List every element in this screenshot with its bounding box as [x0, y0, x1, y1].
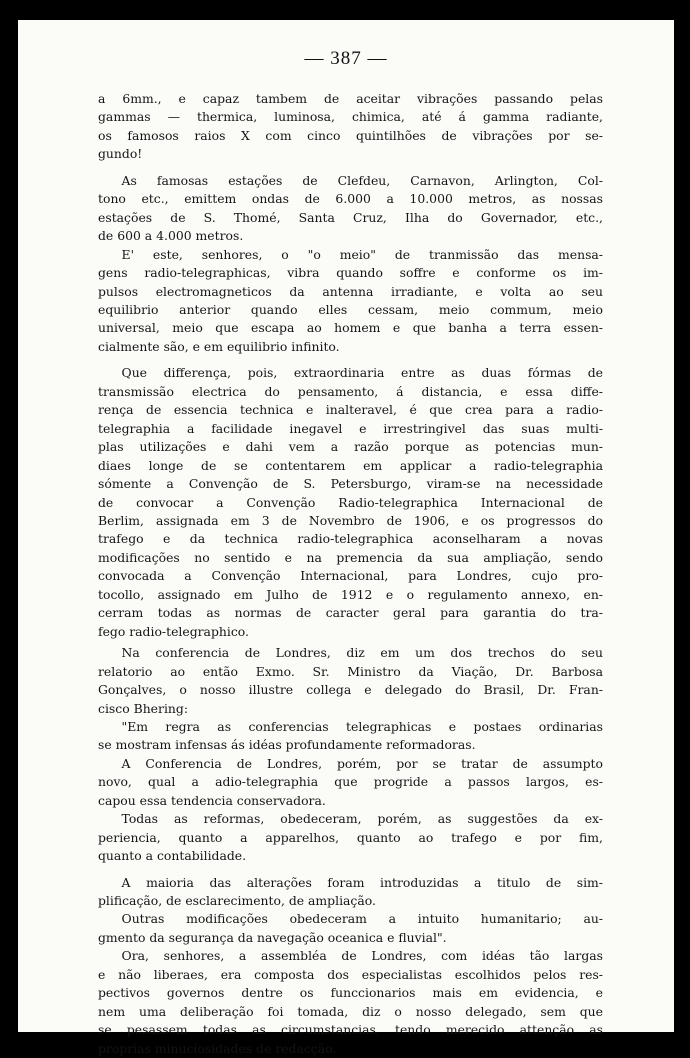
- text-line: relatorio ao então Exmo. Sr. Ministro da Viação, Dr. Barbosa: [98, 663, 603, 679]
- text-line: pectivos governos dentre os funccionarios mais em evidencia, e: [98, 985, 603, 1001]
- text-line: Todas as reformas, obedeceram, porém, as suggestões da ex-: [121, 811, 603, 827]
- text-line: proprias minuciosidades de redacção.: [98, 1040, 337, 1056]
- text-line: os famosos raios X com cinco quintilhões de vibrações por se-: [98, 127, 603, 143]
- book-page: [18, 20, 674, 1056]
- text-line: pulsos electromagneticos da antenna irradiante, e volta ao seu: [98, 283, 603, 299]
- text-line: modificações no sentido e na premencia da sua ampliação, sendo: [98, 549, 603, 565]
- text-line: transmissão electrica do pensamento, á distancia, e essa diffe-: [98, 383, 603, 399]
- text-line: cerram todas as normas de caracter geral para garantia do tra-: [98, 605, 603, 621]
- text-line: trafego e da technica radio-telegraphica aconselharam a novas: [98, 531, 603, 547]
- text-line: de 600 a 4.000 metros.: [98, 228, 244, 244]
- text-line: plas utilizações e dahi vem a razão porque as potencias mun-: [98, 439, 603, 455]
- text-line: rença de essencia technica e inalteravel, é que crea para a radio-: [98, 402, 603, 418]
- text-line: quanto a contabilidade.: [98, 848, 247, 864]
- text-line: A maioria das alterações foram introduzidas a titulo de sim-: [121, 874, 603, 890]
- text-line: tono etc., emittem ondas de 6.000 a 10.000 metros, as nossas: [98, 191, 603, 207]
- text-line: E' este, senhores, o "o meio" de tranmissão das mensa-: [121, 246, 603, 262]
- text-line: e não liberaes, era composta dos especialistas escolhidos pelos res-: [98, 966, 603, 982]
- text-line: gens radio-telegraphicas, vibra quando soffre e conforme os im-: [98, 265, 603, 281]
- text-line: A Conferencia de Londres, porém, por se tratar de assumpto: [121, 755, 603, 771]
- text-line: universal, meio que escapa ao homem e que banha a terra essen-: [98, 320, 603, 336]
- text-line: Berlim, assignada em 3 de Novembro de 1906, e os progressos do: [98, 512, 603, 528]
- text-line: telegraphia a facilidade inegavel e irrestringivel das suas multi-: [98, 420, 603, 436]
- text-line: estações de S. Thomé, Santa Cruz, Ilha do Governador, etc.,: [98, 209, 603, 225]
- text-line: cialmente são, e em equilibrio infinito.: [98, 338, 340, 354]
- text-line: gundo!: [98, 146, 143, 162]
- body-text: [98, 90, 603, 1058]
- text-line: convocada a Convenção Internacional, para Londres, cujo pro-: [98, 568, 603, 584]
- page-number: — 387 —: [304, 48, 388, 69]
- text-line: diaes longe de se contentarem em applicar a radio-telegraphia: [98, 457, 603, 473]
- text-line: capou essa tendencia conservadora.: [98, 792, 326, 808]
- text-line: de convocar a Convenção Radio-telegraphica Internacional de: [98, 494, 603, 510]
- text-line: a 6mm., e capaz tambem de aceitar vibrações passando pelas: [98, 91, 603, 106]
- text-line: fego radio-telegraphico.: [98, 623, 249, 639]
- text-line: Na conferencia de Londres, diz em um dos trechos do seu: [121, 645, 603, 661]
- text-line: Que differença, pois, extraordinaria entre as duas fórmas de: [121, 365, 603, 381]
- text-line: gammas — thermica, luminosa, chimica, até á gamma radiante,: [98, 109, 603, 125]
- text-line: "Em regra as conferencias telegraphicas e postaes ordinarias: [121, 718, 603, 734]
- text-line: As famosas estações de Clefdeu, Carnavon, Arlington, Col-: [121, 172, 603, 188]
- text-line: plificação, de esclarecimento, de ampliação.: [98, 893, 376, 909]
- text-line: Ora, senhores, a assembléa de Londres, com idéas tão largas: [121, 948, 603, 964]
- text-line: novo, qual a adio-telegraphia que progride a passos largos, es-: [98, 774, 603, 790]
- text-line: Outras modificações obedeceram a intuito humanitario; au-: [121, 911, 603, 927]
- text-line: se mostram infensas ás idéas profundamente reformadoras.: [98, 737, 476, 753]
- text-line: cisco Bhering:: [98, 700, 188, 716]
- text-line: sómente a Convenção de S. Petersburgo, viram-se na necessidade: [98, 476, 603, 492]
- text-line: nem uma deliberação foi tomada, diz o nosso delegado, sem que: [98, 1003, 603, 1019]
- text-line: Gonçalves, o nosso illustre collega e delegado do Brasil, Dr. Fran-: [98, 682, 603, 698]
- text-line: gmento da segurança da navegação oceanica e fluvial".: [98, 929, 447, 945]
- text-line: tocollo, assignado em Julho de 1912 e o regulamento annexo, en-: [98, 586, 603, 602]
- text-line: se pesassem todas as circumstancias, tendo merecido attenção as: [98, 1022, 603, 1038]
- text-line: periencia, quanto a apparelhos, quanto ao trafego e por fim,: [98, 829, 603, 845]
- text-line: equilibrio anterior quando elles cessam, meio commum, meio: [98, 301, 603, 317]
